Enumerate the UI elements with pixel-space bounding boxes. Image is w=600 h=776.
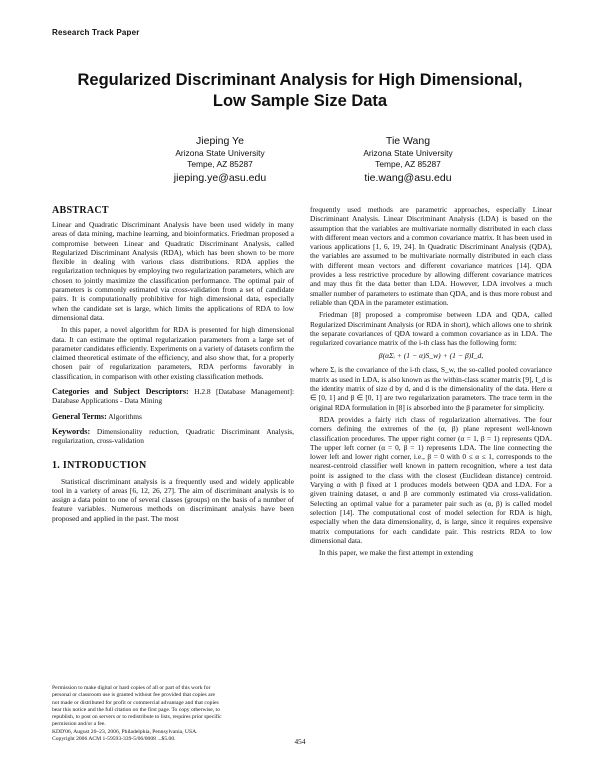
permission-line: KDD'06, August 20–23, 2006, Philadelphia, Pennsylvania, USA. (52, 728, 198, 735)
keywords (52, 427, 294, 446)
title-line-2: Low Sample Size Data (212, 92, 388, 110)
author-affiliation: Arizona State University (363, 148, 453, 158)
author-affiliation: Arizona State University (175, 148, 265, 158)
author-location: Tempe, AZ 85287 (187, 159, 253, 169)
author-name: Tie Wang (385, 135, 431, 147)
body-paragraph-2: Friedman [8] proposed a compromise between LDA and QDA, called Regularized Discriminant Analysis (or RDA in short), which allows one to shrink the separate covariances of QDA toward a common covariance as in LDA. The regularized covariance matrix of the i-th class has the following form: (310, 310, 552, 348)
author-block-2 (308, 136, 508, 184)
abstract-paragraph-2: In this paper, a novel algorithm for RDA is presented for high dimensional data. It can estimate the optimal regularization parameters from a large set of parameter candidates efficiently. Experiments on a variety of datasets confirm the claimed theoretical estimate of the efficiency, and also show that, for a properly chosen pair of regularization parameters, RDA performs favorably in classification, in comparison with other existing classification methods. (52, 325, 294, 381)
covariance-equation: β(αΣᵢ + (1 − α)S_w) + (1 − β)I_d, (378, 351, 484, 361)
introduction-paragraph-1: Statistical discriminant analysis is a frequently used and widely applicable tool in a variety of areas [6, 12, 26, 27]. The aim of discriminant analysis is to assign a data point to one of several classes (groups) on the basis of a number of feature variables. Numerous methods on discriminant analysis have been proposed and applied in the past. The most (52, 476, 294, 523)
author-name: Jieping Ye (196, 135, 244, 147)
general-terms (52, 412, 294, 421)
right-column (310, 205, 552, 560)
author-block-1 (120, 136, 320, 184)
title-line-1: Regularized Discriminant Analysis for High Dimensional, (77, 71, 523, 89)
body-paragraph-5: In this paper, we make the first attempt in extending (319, 548, 474, 558)
body-paragraph-1: frequently used methods are parametric approaches, especially Linear Discriminant Analysis. Linear Discriminant Analysis (LDA) is based on the assumption that the variables are multivariate normally distributed in each class with different mean vectors and a common covariance matrix. It has been used in various applications [1, 6, 19, 24]. In Quadratic Discriminant Analysis (QDA), the variables are assumed to be multivariate normally distributed in each class with different mean vectors and different covariance matrices [14]. QDA provides a less restrictive procedure by allowing different covariance matrices and may thus fit the data better than LDA. However, LDA involves a much smaller number of parameters to estimate than QDA, and is thus more robust and reliable than QDA in the parameter estimation. (310, 205, 552, 307)
permission-line: not made or distributed for profit or commercial advantage and that copies (52, 699, 219, 706)
permission-line: bear this notice and the full citation on the first page. To copy otherwise, to (52, 706, 220, 713)
permission-line: personal or classroom use is granted without fee provided that copies are (52, 692, 215, 699)
left-column (52, 205, 294, 526)
permission-line: Copyright 2006 ACM 1-59593-339-5/06/0008 ...$5.00. (52, 736, 176, 743)
general-terms-label: General Terms: (52, 411, 107, 421)
permission-line: Permission to make digital or hard copies of all or part of this work for (52, 685, 211, 691)
abstract-heading: ABSTRACT (52, 205, 109, 216)
page-number: 454 (294, 737, 306, 746)
permission-line: republish, to post on servers or to redistribute to lists, requires prior specific (52, 714, 222, 721)
permission-notice (52, 685, 294, 743)
introduction-heading: 1. INTRODUCTION (52, 459, 147, 471)
categories-label: Categories and Subject Descriptors: (52, 387, 189, 397)
general-terms-text: Algorithms (108, 411, 142, 421)
abstract-paragraph-1: Linear and Quadratic Discriminant Analysis have been used widely in many areas of data mining, machine learning, and bioinformatics. Friedman proposed a compromise between Linear and Quadratic Discriminant Analysis, called Regularized Discriminant Analysis (RDA), which has been shown to be more flexible in dealing with various class distributions. RDA applies the regularization techniques by employing two regularization parameters, which are chosen to jointly maximize the classification performance. The optimal pair of parameters is commonly estimated via cross-validation from a set of candidate pairs. It is computationally prohibitive for high dimensional data, especially when the candidate set is large, which limits the applications of RDA to low dimensional data. (52, 220, 294, 322)
author-email[interactable]: tie.wang@asu.edu (364, 172, 452, 184)
categories (52, 387, 294, 406)
body-paragraph-4: RDA provides a fairly rich class of regularization alternatives. The four corners defining the extremes of the (α, β) plane represent well-known classification procedures. The upper right corner (α = 1, β = 1) represents QDA. The upper left corner (α = 0, β = 1) represents LDA. The line connecting the lower left and lower right corner, i.e., β = 0 with 0 ≤ α ≤ 1, corresponds to the nearest-centroid classifier well known in pattern recognition, where a test data point is assigned to the class with the closest (Euclidean distance) centroid. Varying α with β fixed at 1 produces models between QDA and LDA. For a given training dataset, α and β are commonly estimated via cross-validation. Selecting an optimal value for a parameter pair such as (α, β) is called model selection [14]. The computational cost of model selection for RDA is high, especially when the data dimensionality, d, is large, since it requires expensive matrix computations for each candidate pair. This restricts RDA to low dimensional data. (310, 414, 552, 545)
body-paragraph-3: where Σᵢ is the covariance of the i-th class, S_w, the so-called pooled covariance matrix as used in LDA, is also known as the within-class scatter matrix [9], I_d is the identity matrix of size d by d, and d is the dimensionality of the data. Here α ∈ [0, 1] and β ∈ [0, 1] are two regularization parameters. The trace term in the original RDA formulation in [8] is absorbed into the β parameter for simplicity. (310, 365, 552, 412)
keywords-text: Dimensionality reduction, Quadratic Discriminant Analysis, regularization, cross-validation (52, 426, 294, 446)
paper-title (40, 70, 560, 112)
keywords-label: Keywords: (52, 426, 91, 436)
categories-text: H.2.8 [Database Management]: Database Applications - Data Mining (52, 387, 295, 406)
author-email[interactable]: jieping.ye@asu.edu (173, 172, 267, 184)
permission-line: permission and/or a fee. (52, 721, 106, 728)
author-location: Tempe, AZ 85287 (375, 159, 441, 169)
track-label: Research Track Paper (52, 28, 140, 37)
